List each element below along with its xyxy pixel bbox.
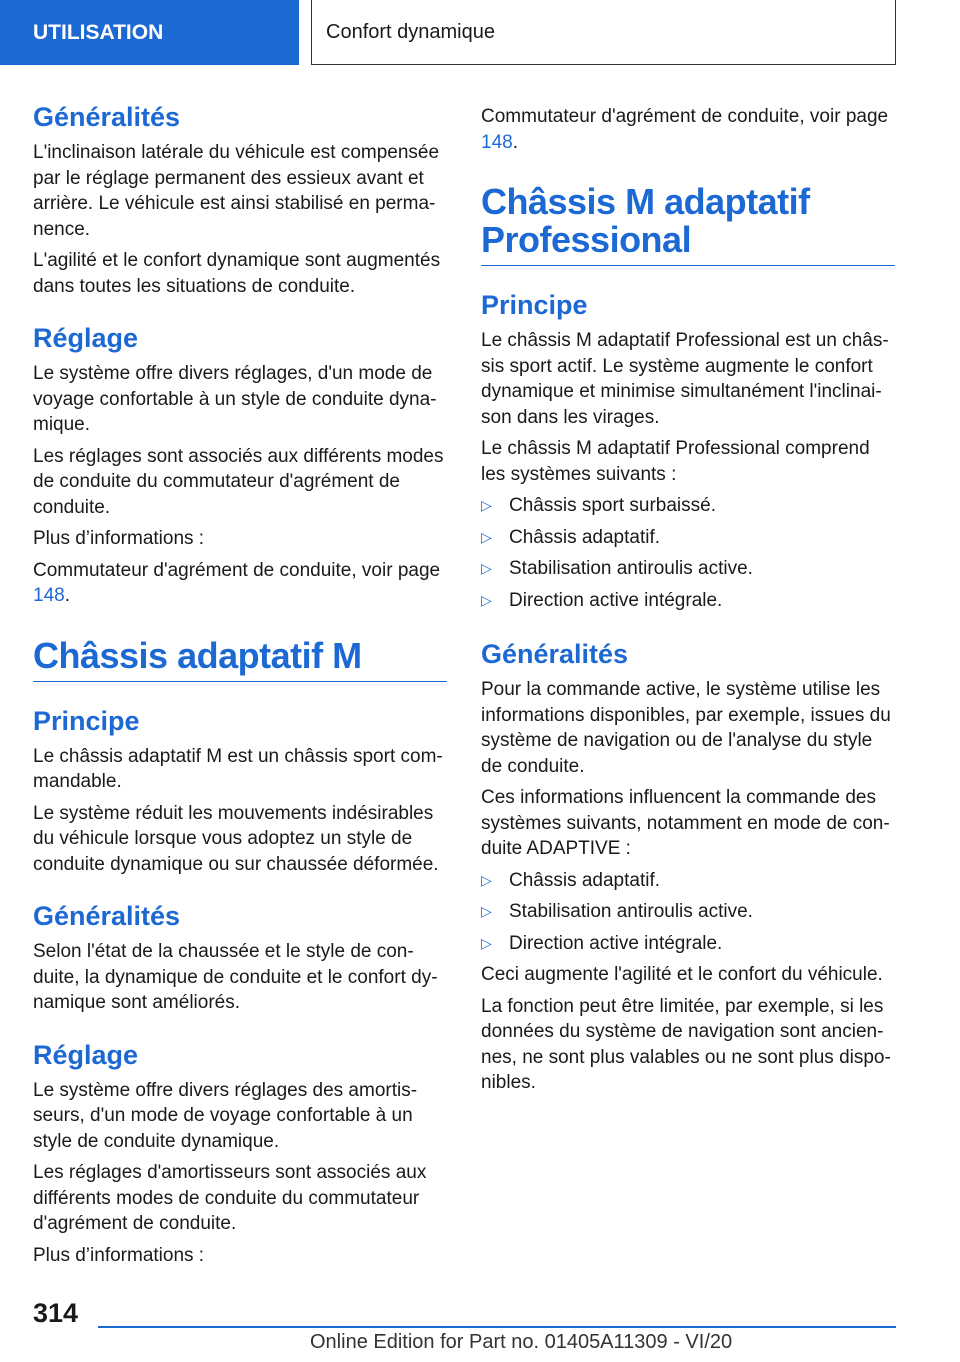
heading-generalites: Généralités	[33, 102, 181, 132]
paragraph-crossref: Commutateur d'agrément de conduite, voir page 148.	[481, 106, 889, 153]
paragraph: Le châssis M adaptatif Professional comprend les systèmes suivants :	[481, 438, 870, 485]
paragraph: Selon l'état de la chaussée et le style de con‐ duite, la dynamique de conduite et le confort dy‐ namique sont améliorés.	[33, 941, 438, 1013]
footer-edition: Online Edition for Part no. 01405A11309 - VI/20	[310, 1331, 733, 1353]
heading-reglage: Réglage	[33, 323, 139, 353]
systems-list	[481, 493, 895, 613]
heading-reglage: Réglage	[33, 1039, 139, 1070]
paragraph: Plus d’informations :	[33, 528, 205, 549]
left-column	[33, 100, 447, 1268]
heading-principe: Principe	[33, 705, 140, 736]
paragraph: Le système offre divers réglages, d'un mode de voyage confortable à un style de conduite dyna‐ mique.	[33, 363, 437, 435]
paragraph: Le châssis adaptatif M est un châssis sport com‐ mandable.	[33, 745, 443, 792]
section-tab: UTILISATION	[0, 0, 299, 65]
list-item: ▷ Stabilisation antiroulis active.	[481, 899, 895, 925]
paragraph: Plus d’informations :	[33, 1244, 205, 1266]
heading-generalites: Généralités	[33, 901, 181, 931]
page-number: 314	[33, 1298, 79, 1328]
heading-principe: Principe	[481, 290, 588, 320]
heading-generalites: Généralités	[481, 639, 629, 669]
footer-divider	[98, 1326, 896, 1328]
paragraph: Pour la commande active, le système utilise les informations disponibles, par exemple, issues du système de navigation ou de l'analyse du style de conduite.	[481, 679, 891, 777]
list-item: ▷ Châssis adaptatif.	[481, 525, 895, 551]
paragraph: Le système réduit les mouvements indésirables du véhicule lorsque vous adoptez un style de conduite dynamique ou sur chaussée déformée.	[33, 802, 439, 875]
list-item: ▷ Direction active intégrale.	[481, 931, 895, 957]
paragraph: Le système offre divers réglages des amortis‐ seurs, d'un mode de voyage confortable à un style de conduite dynamique.	[33, 1079, 418, 1152]
triangle-bullet-icon: ▷	[481, 497, 492, 513]
section-title-chassis-m-adaptatif-professional: Châssis M adaptatif Professional	[481, 183, 895, 266]
paragraph: Ces informations influencent la commande des systèmes suivants, notamment en mode de con‐ duite ADAPTIVE :	[481, 787, 890, 859]
page-link[interactable]: 148	[481, 131, 513, 153]
triangle-bullet-icon: ▷	[481, 903, 492, 919]
page-link[interactable]: 148	[33, 585, 65, 606]
triangle-bullet-icon: ▷	[481, 528, 492, 545]
paragraph: La fonction peut être limitée, par exemple, si les données du système de navigation sont ancien‐ nes, ne sont plus valables ou ne sont plus dispo‐ nibles.	[481, 995, 891, 1093]
paragraph: Le châssis M adaptatif Professional est un châs‐ sis sport actif. Le système augmente le confort dynamique et minimise simultanément l'inclinai‐ son dans les virages.	[481, 330, 889, 428]
paragraph: L'agilité et le confort dynamique sont augmentés dans toutes les situations de conduite.	[33, 250, 441, 297]
section-title-chassis-adaptatif-m: Châssis adaptatif M	[33, 637, 447, 682]
paragraph: L'inclinaison latérale du véhicule est compensée par le réglage permanent des essieux avant et arrière. Le véhicule est ainsi stabilisé en perma‐ nence.	[33, 142, 440, 240]
list-item: ▷ Châssis sport surbaissé.	[481, 493, 895, 519]
triangle-bullet-icon: ▷	[481, 591, 492, 608]
paragraph: Les réglages sont associés aux différents modes de conduite du commutateur d'agrément de conduite.	[33, 445, 444, 518]
triangle-bullet-icon: ▷	[481, 934, 492, 951]
list-item: ▷ Stabilisation antiroulis active.	[481, 556, 895, 582]
list-item: ▷ Châssis adaptatif.	[481, 868, 895, 894]
chapter-title: Confort dynamique	[311, 0, 896, 65]
triangle-bullet-icon: ▷	[481, 871, 492, 888]
paragraph: Les réglages d'amortisseurs sont associés aux différents modes de conduite du commutateur d'agrément de conduite.	[33, 1162, 427, 1234]
paragraph: Ceci augmente l'agilité et le confort du véhicule.	[481, 964, 883, 985]
systems-list	[481, 868, 895, 957]
right-column	[481, 104, 895, 1096]
paragraph-crossref: Commutateur d'agrément de conduite, voir page 148.	[33, 559, 441, 606]
list-item: ▷ Direction active intégrale.	[481, 588, 895, 614]
triangle-bullet-icon: ▷	[481, 560, 492, 576]
